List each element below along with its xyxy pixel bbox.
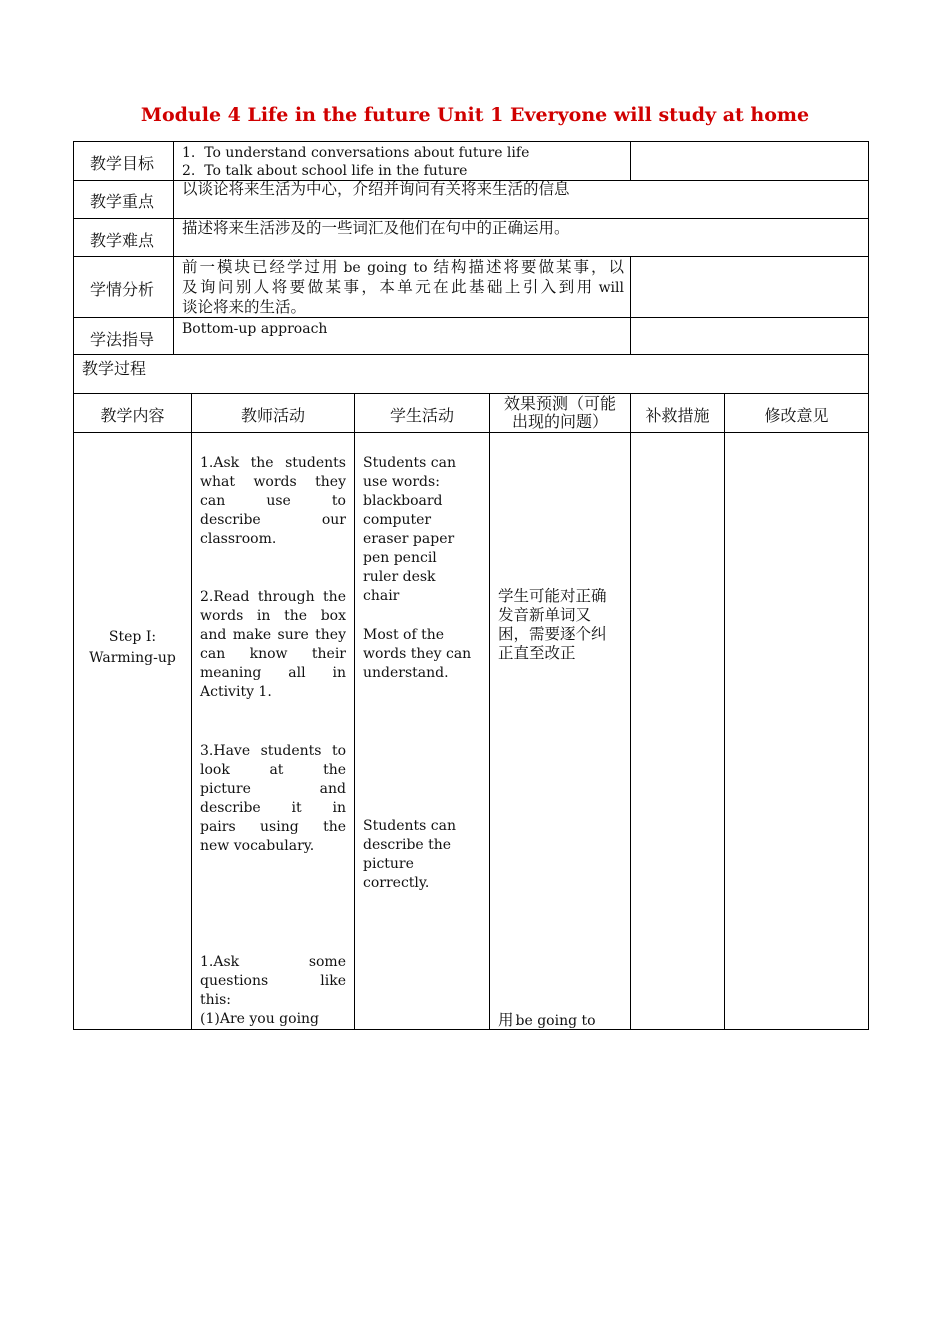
teacher-activity-1 [200, 454, 346, 549]
analysis-text [182, 258, 624, 317]
student-activity-2 [363, 626, 485, 683]
teacher-line: words in the box [200, 608, 346, 624]
column-header-effect-line2: 出现的问题） [511, 412, 608, 431]
teacher-line: look at the [200, 762, 346, 778]
column-header-student: 学生活动 [389, 406, 454, 425]
student-line: eraser paper [363, 531, 455, 547]
student-line: words they can [363, 646, 472, 662]
objective-list [182, 144, 627, 180]
teacher-activity-2 [200, 588, 346, 702]
effect-line2-b: be going to [515, 1013, 596, 1029]
effect-line2-a: 用 [498, 1011, 514, 1029]
column-header-effect-line1: 效果预测（可能 [503, 394, 616, 413]
teacher-activity-4 [200, 953, 346, 1029]
student-line: chair [363, 588, 400, 604]
step-label [74, 627, 191, 669]
column-header-teacher: 教师活动 [240, 406, 305, 425]
step-line2: Warming-up [89, 650, 176, 666]
student-line: correctly. [363, 875, 430, 891]
teacher-line: 3.Have students to [200, 743, 346, 759]
teacher-line: new vocabulary. [200, 838, 315, 854]
teacher-line: describe it in [200, 800, 346, 816]
analysis-line1-b: be going to [343, 260, 428, 276]
student-activity-3 [363, 817, 485, 893]
student-line: Students can [363, 455, 456, 471]
column-header-effect [490, 395, 630, 431]
objective-label: 教学目标 [90, 154, 155, 173]
student-line: computer [363, 512, 432, 528]
analysis-line3: 谈论将来的生活。 [182, 298, 307, 316]
teacher-line: (1)Are you going [200, 1011, 320, 1027]
effect-line: 学生可能对正确 [498, 587, 607, 605]
student-activity-1 [363, 454, 485, 606]
teacher-line: 1.Ask some [200, 954, 346, 970]
column-header-revision: 修改意见 [764, 406, 829, 425]
method-label: 学法指导 [90, 330, 155, 349]
column-header-remedy: 补救措施 [645, 406, 710, 425]
teacher-line: pairs using the [200, 819, 346, 835]
student-line: pen pencil [363, 550, 437, 566]
objective-item-2: 2. To talk about school life in the future [182, 163, 468, 179]
teacher-line: classroom. [200, 531, 277, 547]
analysis-label: 学情分析 [90, 280, 155, 299]
effect-line: 发音新单词又 [498, 606, 592, 624]
document-title: Module 4 Life in the future Unit 1 Everyone will study at home [140, 104, 810, 126]
difficulty-label: 教学难点 [90, 231, 155, 250]
key-point-label: 教学重点 [90, 192, 155, 211]
analysis-line1-a: 前一模块已经学过用 [182, 258, 340, 276]
analysis-line1-c: 结构描述将要做某事，以 [431, 258, 624, 276]
teacher-line: can use to [200, 493, 346, 509]
student-line: use words: [363, 474, 440, 490]
difficulty-text: 描述将来生活涉及的一些词汇及他们在句中的正确运用。 [182, 219, 570, 237]
analysis-line2-b: will [598, 280, 624, 296]
objective-item-1: 1. To understand conversations about future life [182, 145, 530, 161]
column-header-content: 教学内容 [100, 406, 165, 425]
student-line: understand. [363, 665, 449, 681]
teacher-line: questions like [200, 973, 346, 989]
student-line: picture [363, 856, 414, 872]
effect-line: 困，需要逐个纠 [498, 625, 607, 643]
method-text: Bottom-up approach [182, 321, 328, 337]
teacher-line: this: [200, 992, 232, 1008]
student-line: Students can [363, 818, 456, 834]
step-line1: Step I: [108, 629, 157, 645]
process-label: 教学过程 [82, 359, 147, 378]
teacher-line: Activity 1. [200, 684, 272, 700]
teacher-line: describe our [200, 512, 346, 528]
teacher-line: and make sure they [200, 627, 346, 643]
teacher-line: picture and [200, 781, 346, 797]
student-line: Most of the [363, 627, 445, 643]
teacher-line: can know their [200, 646, 346, 662]
key-point-text: 以谈论将来生活为中心，介绍并询问有关将来生活的信息 [182, 180, 570, 198]
student-line: ruler desk [363, 569, 436, 585]
teacher-line: what words they [200, 474, 346, 490]
effect-prediction-2 [498, 1011, 626, 1031]
teacher-line: 2.Read through the [200, 589, 346, 605]
student-line: blackboard [363, 493, 443, 509]
teacher-activity-3 [200, 742, 346, 856]
effect-line: 正直至改正 [498, 644, 576, 662]
teacher-line: meaning all in [200, 665, 346, 681]
teacher-line: 1.Ask the students [200, 455, 346, 471]
student-line: describe the [363, 837, 452, 853]
analysis-line2-a: 及询问别人将要做某事，本单元在此基础上引入到用 [182, 278, 595, 296]
effect-prediction-1 [498, 587, 626, 663]
